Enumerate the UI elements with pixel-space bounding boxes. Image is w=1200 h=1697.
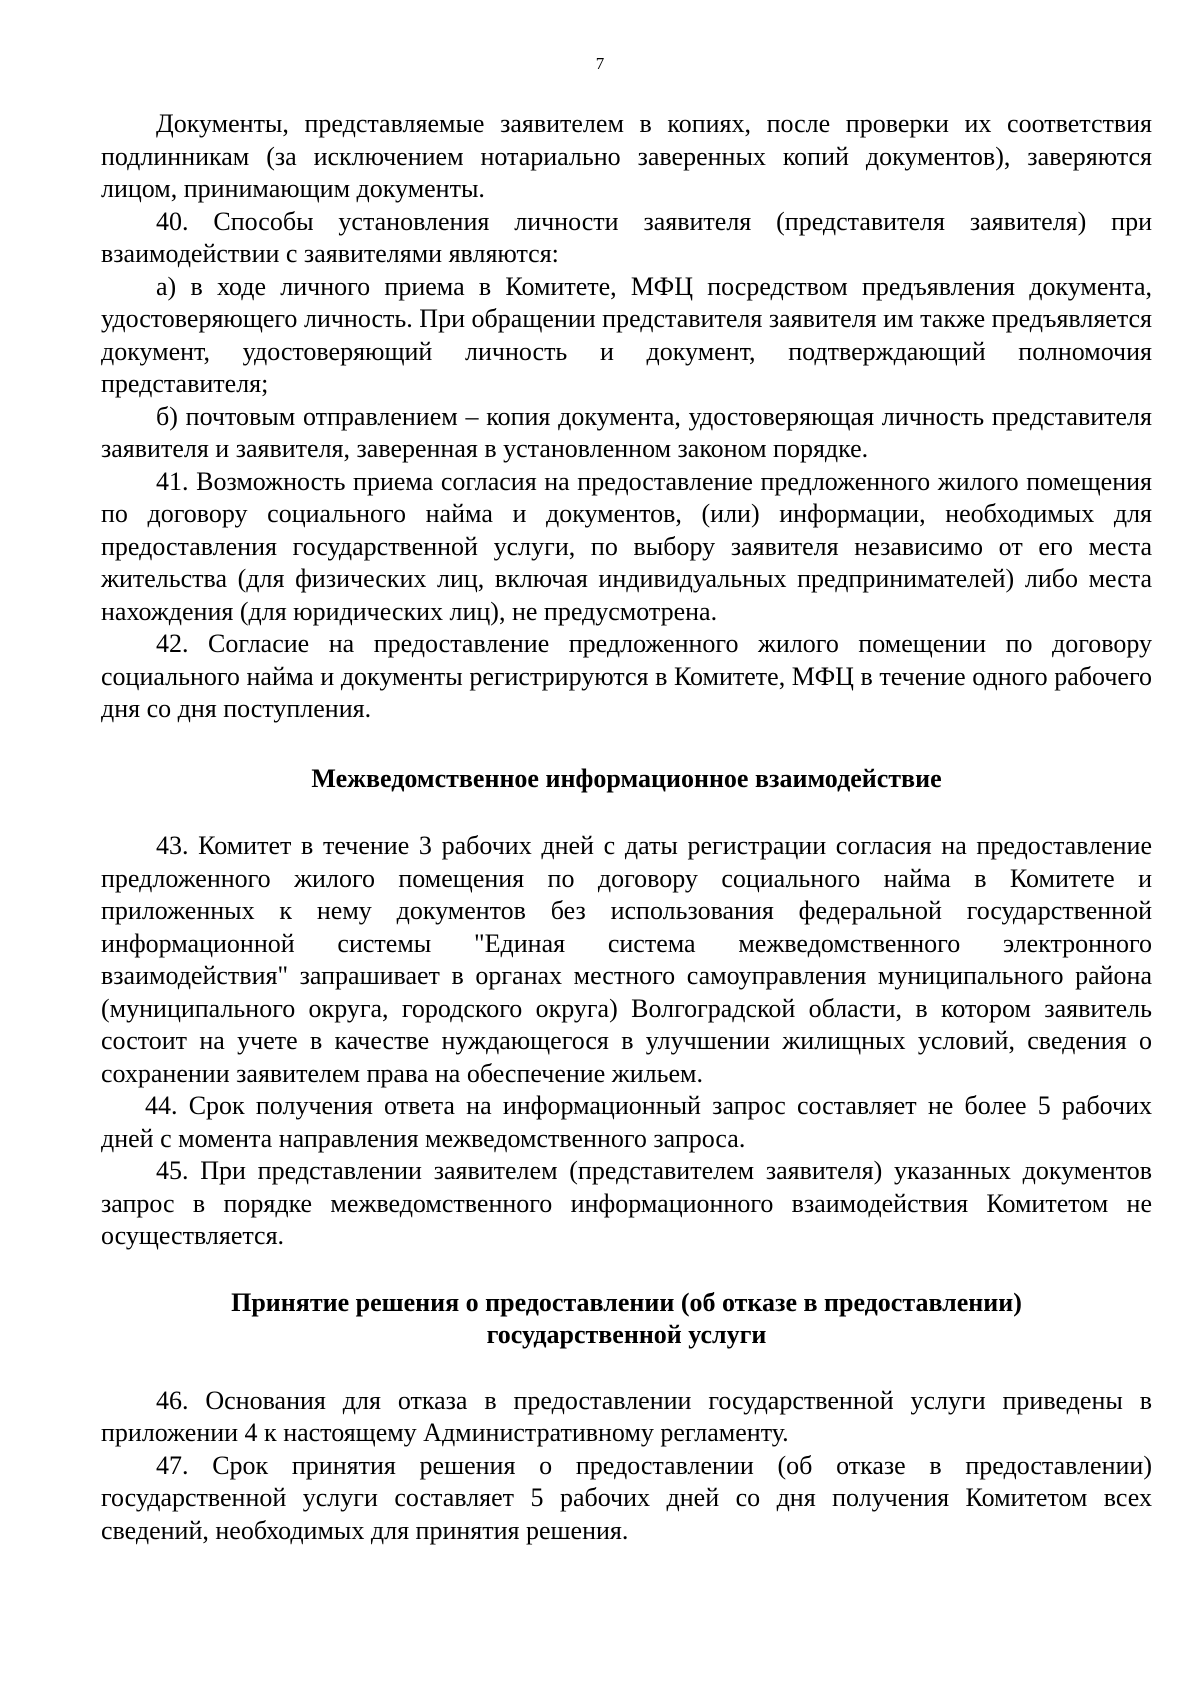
- spacer: [101, 795, 1152, 830]
- paragraph-41: 41. Возможность приема согласия на предоставление предложенного жилого помещения по договору социального найма и документов, (или) информации, необходимых для предоставления государственной услуги, по выбору заявителя независимо от его места жительства (для физических лиц, включая индивидуальных предпринимателей) либо места нахождения (для юридических лиц), не предусмотрена.: [101, 466, 1152, 626]
- paragraph-40-a: а) в ходе личного приема в Комитете, МФЦ посредством предъявления документа, удостоверяющего личность. При обращении представителя заявителя им также предъявляется документ, удостоверяющий личность и документ, подтверждающий полномочия представителя;: [101, 271, 1152, 398]
- paragraph-40: 40. Способы установления личности заявителя (представителя заявителя) при взаимодействии с заявителями являются:: [101, 206, 1152, 268]
- spacer: [101, 1253, 1152, 1287]
- section-heading-decision-line1: Принятие решения о предоставлении (об отказе в предоставлении): [231, 1287, 1022, 1317]
- paragraph-40-b: б) почтовым отправлением – копия документа, удостоверяющая личность представителя заявителя и заявителя, заверенная в установленном законом порядке.: [101, 401, 1152, 463]
- section-heading-decision-line2: государственной услуги: [486, 1320, 767, 1349]
- page-number: 7: [595, 54, 605, 73]
- paragraph-46: 46. Основания для отказа в предоставлении государственной услуги приведены в приложении 4 к настоящему Административному регламенту.: [101, 1385, 1152, 1447]
- paragraph-42: 42. Согласие на предоставление предложенного жилого помещении по договору социального найма и документы регистрируются в Комитете, МФЦ в течение одного рабочего дня со дня поступления.: [101, 629, 1152, 723]
- section-heading-decision: [101, 1287, 1152, 1352]
- paragraph-44: 44. Срок получения ответа на информационный запрос составляет не более 5 рабочих дней с момента направления межведомственного запроса.: [101, 1091, 1152, 1153]
- paragraph-47: 47. Срок принятия решения о предоставлении (об отказе в предоставлении) государственной услуги составляет 5 рабочих дней со дня получения Комитетом всех сведений, необходимых для принятия решения.: [101, 1450, 1152, 1545]
- spacer: [101, 726, 1152, 763]
- paragraph-43: 43. Комитет в течение 3 рабочих дней с даты регистрации согласия на предоставление предложенного жилого помещения по договору социального найма в Комитете и приложенных к нему документов без использования федеральной государственной информационной системы "Единая система межведомственного электронного взаимодействия" запрашивает в органах местного самоуправления муниципального района (муниципального округа, городского округа) Волгоградской области, в котором заявитель состоит на учете в качестве нуждающегося в улучшении жилищных условий, сведения о сохранении заявителем права на обеспечение жильем.: [101, 831, 1152, 1088]
- document-body: [101, 108, 1152, 1547]
- paragraph-45: 45. При представлении заявителем (представителем заявителя) указанных документов запрос в порядке межведомственного информационного взаимодействия Комитетом не осуществляется.: [101, 1156, 1152, 1250]
- paragraph-copies-certification: Документы, представляемые заявителем в копиях, после проверки их соответствия подлинникам (за исключением нотариально заверенных копий документов), заверяются лицом, принимающим документы.: [101, 109, 1152, 203]
- spacer: [101, 1352, 1152, 1385]
- section-heading-interagency: Межведомственное информационное взаимодействие: [311, 763, 942, 793]
